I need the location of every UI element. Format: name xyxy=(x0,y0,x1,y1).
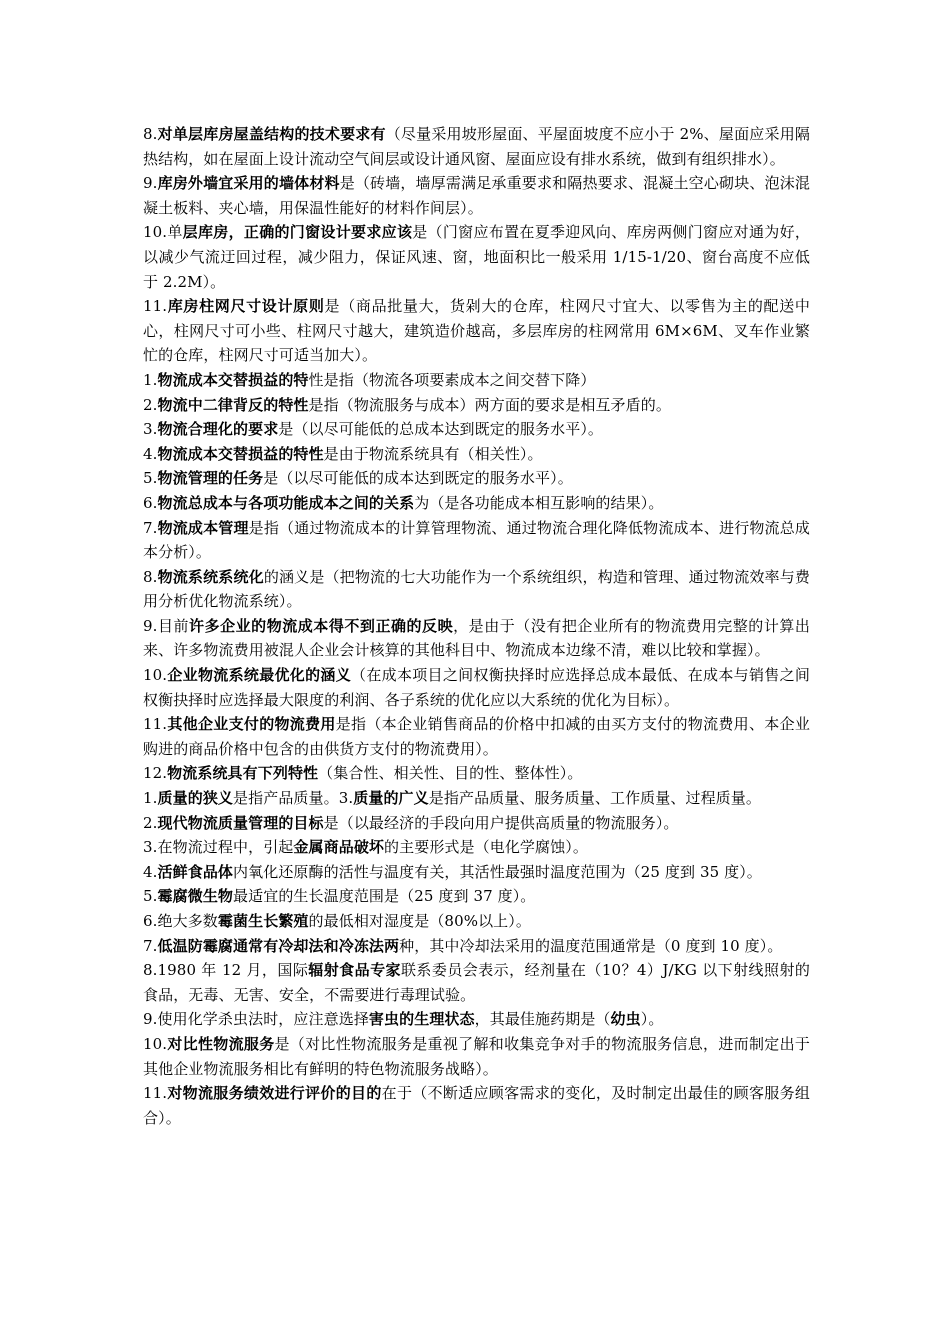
paragraph xyxy=(143,220,810,294)
text-run: 11. xyxy=(143,715,168,734)
text-run: 是指产品质量、服务质量、工作质量、过程质量。 xyxy=(428,789,761,808)
text-run: 10. xyxy=(143,666,168,685)
paragraph xyxy=(143,565,810,614)
text-run: 3. xyxy=(143,420,158,439)
paragraph xyxy=(143,958,810,1007)
text-run: 的主要形式是（电化学腐蚀）。 xyxy=(384,838,588,857)
text-run: 是指（通过物流成本的计算管理物流、通过物流合理化降低物流成本、进行物流总成本分析）。 xyxy=(143,518,810,562)
bold-text: 物流成本交替损益的特 xyxy=(157,370,309,389)
paragraph xyxy=(143,393,810,418)
bold-text: 霉菌生长繁殖 xyxy=(217,912,309,930)
paragraph xyxy=(143,909,810,934)
text-run: 9.目前 xyxy=(143,616,190,635)
text-run: 5. xyxy=(143,887,158,906)
paragraph xyxy=(143,786,810,811)
text-run: 10. xyxy=(143,1034,168,1053)
text-run: 是由于物流系统具有（相关性）。 xyxy=(323,444,543,463)
bold-text: 现代物流质量管理的目标 xyxy=(157,813,324,832)
text-run: 是指产品质量。3. xyxy=(233,789,354,808)
bold-text: 对单层库房屋盖结构的技术要求有 xyxy=(157,125,386,143)
text-run: 8.1980 年 12 月，国际 xyxy=(143,961,309,980)
text-run: 是（以最经济的手段向用户提供高质量的物流服务）。 xyxy=(323,813,679,832)
text-run: 是（对比性物流服务是重视了解和收集竞争对手的物流服务信息，进而制定出于其他企业物流服务相比有鲜明的特色物流服务战略）。 xyxy=(143,1034,810,1078)
text-run: 是（以尽可能低的成本达到既定的服务水平）。 xyxy=(263,469,573,488)
paragraph xyxy=(143,663,810,712)
text-run: 7. xyxy=(143,518,158,537)
text-run: 3.在物流过程中，引起 xyxy=(143,838,294,857)
bold-text: 辐射食品专家 xyxy=(308,961,401,980)
text-run: 是（以尽可能低的总成本达到既定的服务水平）。 xyxy=(278,420,604,439)
paragraph xyxy=(143,811,810,836)
bold-text: 物流合理化的要求 xyxy=(157,420,279,439)
text-run: 为（是各功能成本相互影响的结果）。 xyxy=(414,493,664,512)
paragraph xyxy=(143,1032,810,1081)
paragraph xyxy=(143,122,810,171)
text-run: 是指（物流服务与成本）两方面的要求是相互矛盾的。 xyxy=(308,395,671,414)
text-run: 联系委员会表示，经剂量在（10？4）J/KG 以下射线照射的食品，无毒、无害、安全，不需要进行毒理试验。 xyxy=(143,961,811,1004)
text-run: 性是指（物流各项要素成本之间交替下降） xyxy=(308,370,596,389)
paragraph xyxy=(143,516,810,565)
bold-text: 对物流服务绩效进行评价的目的 xyxy=(167,1084,382,1103)
text-run: 的涵义是（把物流的七大功能作为一个系统组织，构造和管理、通过物流效率与费用分析优化物流系统）。 xyxy=(143,567,810,611)
paragraph xyxy=(143,884,810,909)
bold-text: 对比性物流服务 xyxy=(167,1034,275,1053)
bold-text: 物流系统具有下列特性 xyxy=(167,764,319,783)
text-run: 种，其中冷却法采用的温度范围通常是（0 度到 10 度）。 xyxy=(399,936,783,955)
text-run: 在于（不断适应顾客需求的变化，及时制定出最佳的顾客服务组合）。 xyxy=(143,1084,810,1127)
text-run: 2. xyxy=(143,813,158,832)
paragraph xyxy=(143,417,810,442)
text-run: ，是由于（没有把企业所有的物流费用完整的计算出来、许多物流费用被混人企业会计核算的其他科目中、物流成本边缘不清，难以比较和掌握）。 xyxy=(143,616,811,660)
text-run: 9.使用化学杀虫法时，应注意选择 xyxy=(143,1010,369,1029)
bold-text: 金属商品破坏 xyxy=(293,838,385,857)
bold-text: 质量的狭义 xyxy=(157,789,234,808)
text-run: （在成本项目之间权衡抉择时应选择总成本最低、在成本与销售之间权衡抉择时应选择最大限度的利润、各子系统的优化应以大系统的优化为目标）。 xyxy=(143,666,810,709)
bold-text: 物流成本交替损益的特性 xyxy=(157,444,324,463)
text-run: 8. xyxy=(143,567,158,586)
text-run: 2. xyxy=(143,395,158,414)
text-run: 11. xyxy=(143,297,168,316)
bold-text: 霉腐微生物 xyxy=(157,887,234,906)
paragraph xyxy=(143,171,810,220)
paragraph xyxy=(143,294,810,368)
bold-text: 低温防霉腐通常有冷却法和冷冻法两 xyxy=(157,936,400,955)
bold-text: 许多企业的物流成本得不到正确的反映 xyxy=(189,616,454,635)
text-run: 的最低相对湿度是（80%以上）。 xyxy=(308,912,531,930)
paragraph xyxy=(143,368,810,393)
paragraph xyxy=(143,466,810,491)
text-run: 10.单 xyxy=(143,223,183,242)
text-run: 7. xyxy=(143,936,158,955)
paragraph xyxy=(143,761,810,786)
text-run: 11. xyxy=(143,1084,168,1103)
paragraph xyxy=(143,934,810,959)
text-run: 9. xyxy=(143,174,158,193)
text-run: 是（门窗应布置在夏季迎风向、库房两侧门窗应对通为好，以减少气流迂回过程，减少阻力，保证风速、窗，地面积比一般采用 1/15-1/20、窗台高度不应低于 2.2M）。 xyxy=(143,223,810,291)
text-run: 是指（本企业销售商品的价格中扣减的由买方支付的物流费用、本企业购进的商品价格中包含的由供货方支付的物流费用）。 xyxy=(143,715,810,758)
text-run: 1. xyxy=(143,370,158,389)
paragraph xyxy=(143,442,810,467)
bold-text: 幼虫 xyxy=(610,1010,641,1029)
text-run: 1. xyxy=(143,789,158,808)
bold-text: 企业物流系统最优化的涵义 xyxy=(167,666,352,685)
bold-text: 层库房，正确的门窗设计要求应该 xyxy=(182,223,413,242)
text-run: 最适宜的生长温度范围是（25 度到 37 度）。 xyxy=(233,887,536,906)
bold-text: 物流总成本与各项功能成本之间的关系 xyxy=(157,493,415,512)
bold-text: 物流管理的任务 xyxy=(157,469,264,488)
text-run: 是（商品批量大，货剁大的仓库，柱网尺寸宜大、以零售为主的配送中心，柱网尺寸可小些、柱网尺寸越大，建筑造价越高，多层库房的柱网常用 6M×6M、叉车作业繁忙的仓库，柱网尺寸可适当加大）。 xyxy=(143,297,810,365)
text-run: 12. xyxy=(143,764,168,783)
text-run: 6. xyxy=(143,493,158,512)
document-body xyxy=(143,122,810,1130)
bold-text: 库房外墙宜采用的墙体材料 xyxy=(157,174,340,193)
bold-text: 物流成本管理 xyxy=(157,518,249,537)
paragraph xyxy=(143,1007,810,1032)
text-run: 8. xyxy=(143,125,158,143)
text-run: ，其最佳施药期是（ xyxy=(474,1010,611,1029)
bold-text: 害虫的生理状态 xyxy=(368,1010,475,1029)
text-run: 6.绝大多数 xyxy=(143,912,218,930)
bold-text: 物流中二律背反的特性 xyxy=(157,395,309,414)
text-run: ）。 xyxy=(640,1010,664,1029)
paragraph xyxy=(143,712,810,761)
text-run: 5. xyxy=(143,469,158,488)
paragraph xyxy=(143,860,810,885)
text-run: 4. xyxy=(143,444,158,463)
paragraph xyxy=(143,491,810,516)
text-run: （尽量采用坡形屋面、平屋面坡度不应小于 2%、屋面应采用隔热结构，如在屋面上设计流动空气间层或设计通风窗、屋面应设有排水系统，做到有组织排水）。 xyxy=(143,125,810,168)
text-run: 内氧化还原酶的活性与温度有关，其活性最强时温度范围为（25 度到 35 度）。 xyxy=(233,862,762,881)
paragraph xyxy=(143,1081,810,1130)
bold-text: 质量的广义 xyxy=(353,789,429,808)
bold-text: 活鲜食品体 xyxy=(157,862,234,881)
text-run: 4. xyxy=(143,862,158,881)
paragraph xyxy=(143,835,810,860)
bold-text: 其他企业支付的物流费用 xyxy=(167,715,336,734)
bold-text: 物流系统系统化 xyxy=(157,567,264,586)
paragraph xyxy=(143,614,810,663)
text-run: （集合性、相关性、目的性、整体性）。 xyxy=(318,764,583,783)
text-run: 是（砖墙，墙厚需满足承重要求和隔热要求、混凝土空心砌块、泡沫混凝土板料、夹心墙，用保温性能好的材料作间层）。 xyxy=(143,174,811,217)
bold-text: 库房柱网尺寸设计原则 xyxy=(167,297,325,316)
